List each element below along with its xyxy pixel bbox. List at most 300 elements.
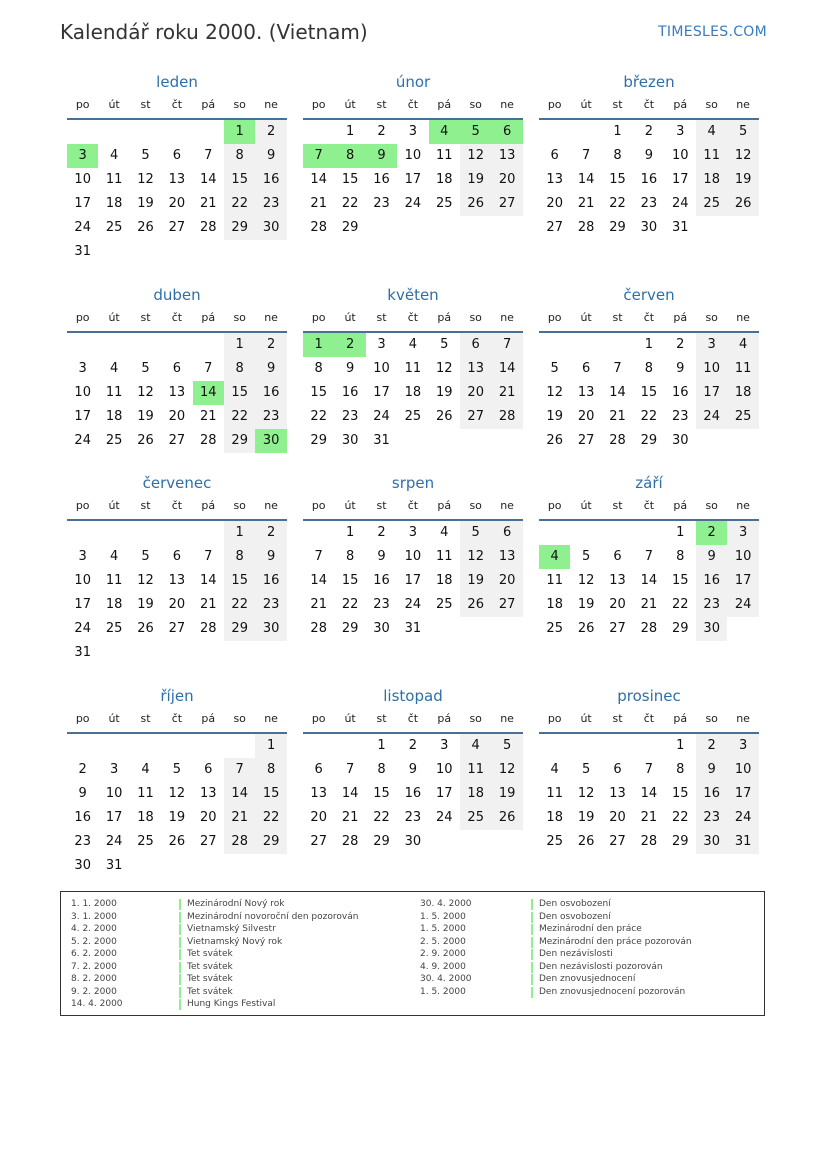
day-cell[interactable]: 9 (255, 357, 286, 381)
day-cell[interactable]: 14 (577, 172, 595, 187)
day-cell[interactable]: 5 (141, 549, 150, 564)
day-cell[interactable]: 6 (581, 361, 591, 376)
day-cell[interactable]: 2 (255, 120, 286, 144)
day-cell[interactable]: 4 (109, 148, 119, 163)
day-cell[interactable]: 5 (460, 521, 491, 545)
day-cell[interactable]: 3 (408, 525, 418, 540)
day-cell[interactable]: 20 (546, 196, 563, 211)
day-cell[interactable]: 22 (672, 810, 689, 825)
day-cell[interactable]: 9 (676, 361, 685, 376)
day-cell[interactable]: 22 (341, 196, 359, 211)
day-cell[interactable]: 17 (74, 409, 91, 424)
day-cell[interactable]: 20 (609, 597, 626, 612)
day-cell[interactable]: 19 (577, 597, 595, 612)
holiday-day-cell[interactable]: 1 (224, 120, 255, 144)
day-cell[interactable]: 6 (204, 762, 213, 777)
day-cell[interactable]: 22 (224, 405, 255, 429)
day-cell[interactable]: 26 (577, 834, 595, 849)
day-cell[interactable]: 7 (204, 361, 213, 376)
day-cell[interactable]: 16 (341, 385, 359, 400)
day-cell[interactable]: 21 (577, 196, 595, 211)
day-cell[interactable]: 18 (436, 172, 453, 187)
day-cell[interactable]: 4 (440, 525, 449, 540)
day-cell[interactable]: 2 (255, 521, 286, 545)
day-cell[interactable]: 27 (310, 834, 327, 849)
day-cell[interactable]: 5 (550, 361, 559, 376)
day-cell[interactable]: 24 (672, 196, 689, 211)
day-cell[interactable]: 28 (310, 220, 327, 235)
day-cell[interactable]: 17 (727, 569, 758, 593)
day-cell[interactable]: 23 (255, 593, 286, 617)
day-cell[interactable]: 24 (74, 220, 91, 235)
day-cell[interactable]: 28 (491, 405, 522, 429)
day-cell[interactable]: 14 (609, 385, 626, 400)
day-cell[interactable]: 13 (491, 144, 522, 168)
day-cell[interactable]: 31 (74, 645, 91, 660)
day-cell[interactable]: 3 (696, 333, 727, 357)
day-cell[interactable]: 2 (78, 762, 87, 777)
day-cell[interactable]: 20 (168, 409, 186, 424)
day-cell[interactable]: 8 (676, 549, 685, 564)
day-cell[interactable]: 15 (224, 381, 255, 405)
day-cell[interactable]: 2 (696, 734, 727, 758)
day-cell[interactable]: 13 (168, 573, 186, 588)
holiday-day-cell[interactable]: 14 (193, 381, 224, 405)
day-cell[interactable]: 13 (168, 172, 186, 187)
day-cell[interactable]: 19 (436, 385, 453, 400)
day-cell[interactable]: 30 (672, 433, 689, 448)
day-cell[interactable]: 27 (168, 621, 186, 636)
holiday-day-cell[interactable]: 5 (460, 120, 491, 144)
day-cell[interactable]: 3 (440, 738, 449, 753)
day-cell[interactable]: 9 (78, 786, 87, 801)
day-cell[interactable]: 18 (460, 782, 491, 806)
day-cell[interactable]: 10 (727, 758, 758, 782)
day-cell[interactable]: 4 (109, 549, 119, 564)
day-cell[interactable]: 27 (546, 220, 563, 235)
day-cell[interactable]: 11 (546, 573, 563, 588)
day-cell[interactable]: 25 (105, 220, 123, 235)
day-cell[interactable]: 28 (224, 830, 255, 854)
day-cell[interactable]: 7 (491, 333, 522, 357)
day-cell[interactable]: 6 (172, 361, 182, 376)
day-cell[interactable]: 12 (460, 545, 491, 569)
day-cell[interactable]: 5 (172, 762, 182, 777)
day-cell[interactable]: 17 (74, 597, 91, 612)
day-cell[interactable]: 18 (696, 168, 727, 192)
day-cell[interactable]: 24 (105, 834, 123, 849)
day-cell[interactable]: 15 (672, 573, 689, 588)
day-cell[interactable]: 10 (373, 361, 390, 376)
day-cell[interactable]: 15 (310, 385, 327, 400)
day-cell[interactable]: 5 (141, 361, 150, 376)
day-cell[interactable]: 5 (491, 734, 522, 758)
day-cell[interactable]: 26 (168, 834, 186, 849)
day-cell[interactable]: 23 (373, 196, 390, 211)
day-cell[interactable]: 12 (460, 144, 491, 168)
day-cell[interactable]: 27 (168, 433, 186, 448)
day-cell[interactable]: 18 (105, 409, 123, 424)
day-cell[interactable]: 8 (613, 148, 622, 163)
day-cell[interactable]: 19 (577, 810, 595, 825)
day-cell[interactable]: 26 (137, 433, 154, 448)
day-cell[interactable]: 26 (137, 220, 154, 235)
day-cell[interactable]: 19 (137, 597, 154, 612)
day-cell[interactable]: 23 (255, 405, 286, 429)
day-cell[interactable]: 9 (377, 549, 386, 564)
day-cell[interactable]: 3 (78, 361, 87, 376)
day-cell[interactable]: 28 (310, 621, 327, 636)
day-cell[interactable]: 14 (200, 172, 217, 187)
day-cell[interactable]: 26 (436, 409, 453, 424)
day-cell[interactable]: 21 (310, 196, 327, 211)
day-cell[interactable]: 23 (74, 834, 91, 849)
day-cell[interactable]: 10 (404, 549, 422, 564)
day-cell[interactable]: 18 (546, 810, 563, 825)
day-cell[interactable]: 16 (696, 782, 727, 806)
day-cell[interactable]: 15 (224, 569, 255, 593)
day-cell[interactable]: 4 (460, 734, 491, 758)
day-cell[interactable]: 19 (168, 810, 186, 825)
day-cell[interactable]: 21 (341, 810, 359, 825)
day-cell[interactable]: 28 (640, 621, 658, 636)
day-cell[interactable]: 24 (74, 433, 91, 448)
day-cell[interactable]: 11 (546, 786, 563, 801)
day-cell[interactable]: 26 (546, 433, 563, 448)
day-cell[interactable]: 9 (696, 758, 727, 782)
day-cell[interactable]: 11 (436, 549, 453, 564)
day-cell[interactable]: 11 (404, 361, 422, 376)
day-cell[interactable]: 15 (224, 168, 255, 192)
holiday-day-cell[interactable]: 4 (429, 120, 460, 144)
day-cell[interactable]: 9 (345, 361, 355, 376)
day-cell[interactable]: 23 (640, 196, 658, 211)
day-cell[interactable]: 2 (676, 337, 685, 352)
day-cell[interactable]: 1 (377, 738, 386, 753)
day-cell[interactable]: 16 (404, 786, 422, 801)
day-cell[interactable]: 29 (341, 220, 359, 235)
day-cell[interactable]: 15 (255, 782, 286, 806)
day-cell[interactable]: 31 (404, 621, 422, 636)
day-cell[interactable]: 23 (672, 409, 689, 424)
day-cell[interactable]: 24 (436, 810, 453, 825)
day-cell[interactable]: 25 (696, 192, 727, 216)
day-cell[interactable]: 6 (460, 333, 491, 357)
day-cell[interactable]: 26 (137, 621, 154, 636)
day-cell[interactable]: 21 (609, 409, 626, 424)
day-cell[interactable]: 21 (491, 381, 522, 405)
day-cell[interactable]: 8 (644, 361, 654, 376)
day-cell[interactable]: 25 (727, 405, 758, 429)
day-cell[interactable]: 8 (345, 549, 355, 564)
day-cell[interactable]: 5 (727, 120, 758, 144)
day-cell[interactable]: 30 (404, 834, 422, 849)
day-cell[interactable]: 22 (672, 597, 689, 612)
day-cell[interactable]: 21 (640, 810, 658, 825)
day-cell[interactable]: 25 (436, 196, 453, 211)
day-cell[interactable]: 31 (672, 220, 689, 235)
day-cell[interactable]: 22 (310, 409, 327, 424)
day-cell[interactable]: 1 (613, 124, 622, 139)
day-cell[interactable]: 23 (696, 593, 727, 617)
day-cell[interactable]: 2 (644, 124, 654, 139)
day-cell[interactable]: 20 (200, 810, 217, 825)
day-cell[interactable]: 16 (373, 172, 390, 187)
day-cell[interactable]: 29 (224, 429, 255, 453)
day-cell[interactable]: 25 (105, 621, 123, 636)
day-cell[interactable]: 23 (373, 597, 390, 612)
day-cell[interactable]: 20 (491, 168, 522, 192)
day-cell[interactable]: 29 (640, 433, 658, 448)
day-cell[interactable]: 25 (546, 834, 563, 849)
day-cell[interactable]: 8 (377, 762, 386, 777)
day-cell[interactable]: 23 (696, 806, 727, 830)
day-cell[interactable]: 30 (255, 216, 286, 240)
day-cell[interactable]: 27 (491, 593, 522, 617)
day-cell[interactable]: 5 (581, 762, 591, 777)
day-cell[interactable]: 10 (74, 172, 91, 187)
day-cell[interactable]: 15 (640, 385, 658, 400)
day-cell[interactable]: 17 (436, 786, 453, 801)
day-cell[interactable]: 6 (613, 549, 622, 564)
day-cell[interactable]: 28 (609, 433, 626, 448)
day-cell[interactable]: 17 (373, 385, 390, 400)
day-cell[interactable]: 31 (727, 830, 758, 854)
day-cell[interactable]: 26 (727, 192, 758, 216)
holiday-day-cell[interactable]: 1 (303, 333, 334, 357)
day-cell[interactable]: 22 (373, 810, 390, 825)
day-cell[interactable]: 25 (436, 597, 453, 612)
day-cell[interactable]: 30 (640, 220, 658, 235)
day-cell[interactable]: 12 (577, 786, 595, 801)
day-cell[interactable]: 19 (460, 569, 491, 593)
holiday-day-cell[interactable]: 6 (491, 120, 522, 144)
day-cell[interactable]: 14 (640, 786, 658, 801)
day-cell[interactable]: 26 (491, 806, 522, 830)
day-cell[interactable]: 29 (609, 220, 626, 235)
day-cell[interactable]: 10 (436, 762, 453, 777)
day-cell[interactable]: 25 (460, 806, 491, 830)
day-cell[interactable]: 7 (204, 148, 213, 163)
day-cell[interactable]: 5 (141, 148, 150, 163)
holiday-day-cell[interactable]: 2 (334, 333, 365, 357)
day-cell[interactable]: 17 (672, 172, 689, 187)
day-cell[interactable]: 11 (105, 172, 123, 187)
day-cell[interactable]: 23 (404, 810, 422, 825)
day-cell[interactable]: 7 (644, 762, 654, 777)
day-cell[interactable]: 20 (168, 597, 186, 612)
day-cell[interactable]: 15 (373, 786, 390, 801)
day-cell[interactable]: 13 (577, 385, 595, 400)
day-cell[interactable]: 29 (672, 834, 689, 849)
day-cell[interactable]: 30 (696, 830, 727, 854)
day-cell[interactable]: 10 (696, 357, 727, 381)
day-cell[interactable]: 1 (676, 738, 685, 753)
day-cell[interactable]: 13 (609, 573, 626, 588)
day-cell[interactable]: 27 (168, 220, 186, 235)
day-cell[interactable]: 13 (200, 786, 217, 801)
day-cell[interactable]: 12 (577, 573, 595, 588)
day-cell[interactable]: 24 (404, 196, 422, 211)
day-cell[interactable]: 13 (460, 357, 491, 381)
day-cell[interactable]: 6 (550, 148, 559, 163)
day-cell[interactable]: 30 (74, 858, 91, 873)
day-cell[interactable]: 1 (224, 333, 255, 357)
day-cell[interactable]: 9 (255, 545, 286, 569)
day-cell[interactable]: 3 (377, 337, 386, 352)
day-cell[interactable]: 27 (491, 192, 522, 216)
day-cell[interactable]: 30 (341, 433, 359, 448)
day-cell[interactable]: 29 (310, 433, 327, 448)
holiday-day-cell[interactable]: 8 (334, 144, 365, 168)
day-cell[interactable]: 13 (491, 545, 522, 569)
day-cell[interactable]: 27 (460, 405, 491, 429)
day-cell[interactable]: 20 (491, 569, 522, 593)
day-cell[interactable]: 24 (373, 409, 390, 424)
day-cell[interactable]: 11 (460, 758, 491, 782)
day-cell[interactable]: 14 (224, 782, 255, 806)
day-cell[interactable]: 12 (168, 786, 186, 801)
day-cell[interactable]: 11 (436, 148, 453, 163)
day-cell[interactable]: 27 (609, 834, 626, 849)
day-cell[interactable]: 21 (200, 196, 217, 211)
day-cell[interactable]: 28 (200, 433, 217, 448)
day-cell[interactable]: 18 (105, 196, 123, 211)
day-cell[interactable]: 10 (672, 148, 689, 163)
day-cell[interactable]: 29 (255, 830, 286, 854)
day-cell[interactable]: 16 (373, 573, 390, 588)
day-cell[interactable]: 26 (460, 593, 491, 617)
day-cell[interactable]: 14 (200, 573, 217, 588)
day-cell[interactable]: 31 (74, 244, 91, 259)
day-cell[interactable]: 8 (224, 144, 255, 168)
day-cell[interactable]: 4 (408, 337, 418, 352)
day-cell[interactable]: 21 (640, 597, 658, 612)
day-cell[interactable]: 9 (255, 144, 286, 168)
day-cell[interactable]: 10 (74, 573, 91, 588)
day-cell[interactable]: 3 (727, 734, 758, 758)
day-cell[interactable]: 30 (255, 617, 286, 641)
day-cell[interactable]: 1 (224, 521, 255, 545)
day-cell[interactable]: 20 (310, 810, 327, 825)
day-cell[interactable]: 3 (78, 549, 87, 564)
day-cell[interactable]: 1 (345, 124, 355, 139)
day-cell[interactable]: 6 (314, 762, 323, 777)
day-cell[interactable]: 19 (727, 168, 758, 192)
day-cell[interactable]: 12 (491, 758, 522, 782)
day-cell[interactable]: 20 (460, 381, 491, 405)
day-cell[interactable]: 10 (404, 148, 422, 163)
day-cell[interactable]: 17 (727, 782, 758, 806)
day-cell[interactable]: 19 (491, 782, 522, 806)
day-cell[interactable]: 1 (255, 734, 286, 758)
day-cell[interactable]: 5 (581, 549, 591, 564)
holiday-day-cell[interactable]: 7 (303, 144, 334, 168)
day-cell[interactable]: 21 (200, 597, 217, 612)
day-cell[interactable]: 4 (696, 120, 727, 144)
day-cell[interactable]: 29 (672, 621, 689, 636)
day-cell[interactable]: 12 (137, 385, 154, 400)
day-cell[interactable]: 28 (200, 621, 217, 636)
day-cell[interactable]: 14 (491, 357, 522, 381)
holiday-day-cell[interactable]: 2 (696, 521, 727, 545)
day-cell[interactable]: 8 (255, 758, 286, 782)
day-cell[interactable]: 18 (137, 810, 154, 825)
day-cell[interactable]: 31 (373, 433, 390, 448)
day-cell[interactable]: 16 (640, 172, 658, 187)
day-cell[interactable]: 22 (255, 806, 286, 830)
day-cell[interactable]: 28 (640, 834, 658, 849)
day-cell[interactable]: 2 (377, 525, 386, 540)
day-cell[interactable]: 15 (609, 172, 626, 187)
day-cell[interactable]: 13 (546, 172, 563, 187)
day-cell[interactable]: 21 (310, 597, 327, 612)
day-cell[interactable]: 10 (727, 545, 758, 569)
day-cell[interactable]: 14 (310, 172, 327, 187)
day-cell[interactable]: 13 (310, 786, 327, 801)
day-cell[interactable]: 17 (404, 573, 422, 588)
day-cell[interactable]: 3 (676, 124, 685, 139)
day-cell[interactable]: 14 (341, 786, 359, 801)
day-cell[interactable]: 15 (341, 573, 359, 588)
holiday-day-cell[interactable]: 9 (366, 144, 397, 168)
day-cell[interactable]: 8 (314, 361, 323, 376)
day-cell[interactable]: 7 (644, 549, 654, 564)
day-cell[interactable]: 24 (74, 621, 91, 636)
day-cell[interactable]: 22 (224, 192, 255, 216)
day-cell[interactable]: 12 (546, 385, 563, 400)
day-cell[interactable]: 12 (727, 144, 758, 168)
day-cell[interactable]: 3 (109, 762, 119, 777)
day-cell[interactable]: 20 (609, 810, 626, 825)
day-cell[interactable]: 7 (204, 549, 213, 564)
day-cell[interactable]: 18 (105, 597, 123, 612)
holiday-day-cell[interactable]: 3 (67, 144, 98, 168)
day-cell[interactable]: 24 (404, 597, 422, 612)
day-cell[interactable]: 29 (373, 834, 390, 849)
day-cell[interactable]: 18 (436, 573, 453, 588)
day-cell[interactable]: 18 (404, 385, 422, 400)
day-cell[interactable]: 22 (609, 196, 626, 211)
day-cell[interactable]: 23 (255, 192, 286, 216)
day-cell[interactable]: 22 (224, 593, 255, 617)
day-cell[interactable]: 4 (141, 762, 150, 777)
day-cell[interactable]: 15 (672, 786, 689, 801)
day-cell[interactable]: 29 (341, 621, 359, 636)
day-cell[interactable]: 2 (255, 333, 286, 357)
day-cell[interactable]: 8 (224, 357, 255, 381)
day-cell[interactable]: 27 (577, 433, 595, 448)
day-cell[interactable]: 7 (314, 549, 323, 564)
day-cell[interactable]: 10 (105, 786, 123, 801)
day-cell[interactable]: 13 (168, 385, 186, 400)
day-cell[interactable]: 8 (676, 762, 685, 777)
day-cell[interactable]: 13 (609, 786, 626, 801)
day-cell[interactable]: 1 (644, 337, 654, 352)
site-brand-link[interactable]: TIMESLES.COM (658, 24, 767, 40)
day-cell[interactable]: 11 (105, 385, 123, 400)
holiday-day-cell[interactable]: 30 (255, 429, 286, 453)
day-cell[interactable]: 17 (696, 381, 727, 405)
day-cell[interactable]: 11 (105, 573, 123, 588)
day-cell[interactable]: 27 (200, 834, 217, 849)
day-cell[interactable]: 4 (550, 762, 559, 777)
day-cell[interactable]: 31 (105, 858, 123, 873)
day-cell[interactable]: 16 (696, 569, 727, 593)
holiday-day-cell[interactable]: 4 (539, 545, 570, 569)
day-cell[interactable]: 16 (74, 810, 91, 825)
day-cell[interactable]: 30 (696, 617, 727, 641)
